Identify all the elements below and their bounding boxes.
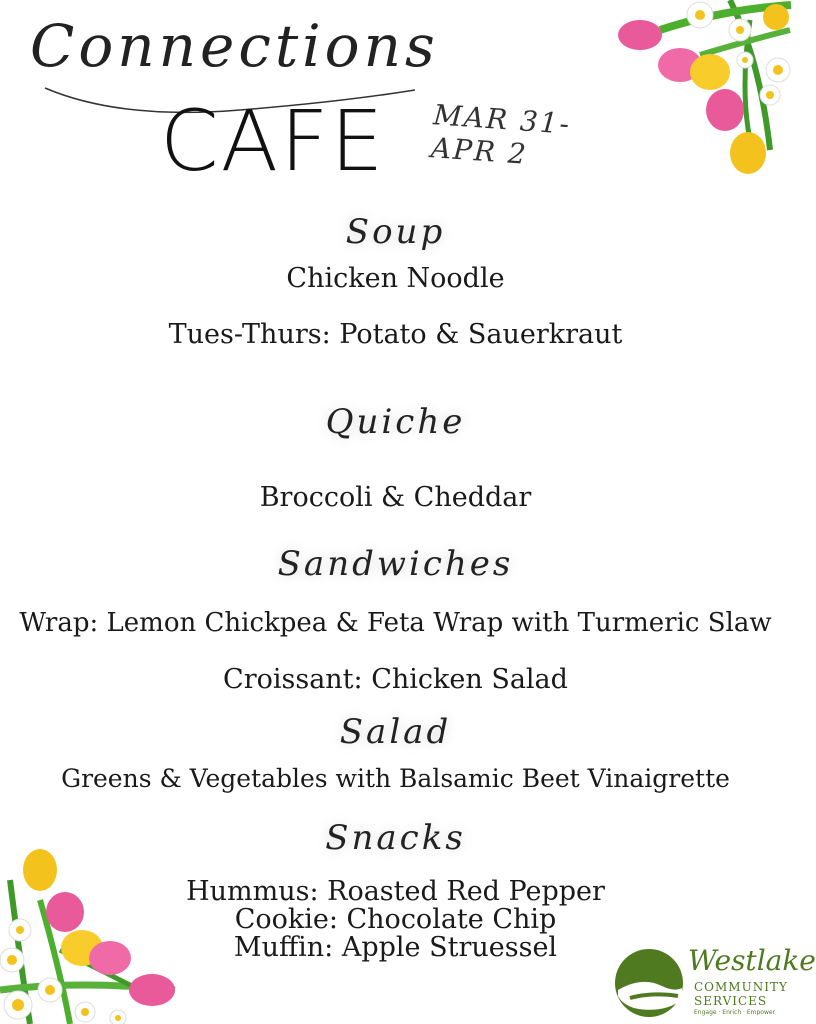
header-script-title: Connections [30,12,439,80]
logo-line-community: COMMUNITY [694,980,788,994]
soup-heading: Soup [345,212,446,252]
logo-mark-icon [612,948,686,1018]
quiche-item: Broccoli & Cheddar [259,482,532,513]
quiche-heading: Quiche [325,402,466,442]
snacks-heading: Snacks [325,818,466,858]
salad-heading: Salad [339,712,452,752]
pink-tulip-icon [618,20,662,50]
snacks-item: Hummus: Roasted Red Pepper [186,876,605,907]
sandwiches-item: Croissant: Chicken Salad [223,664,568,695]
date-range: MAR 31-APR 2 [429,98,573,171]
page-title: CAFE [160,92,386,190]
logo-line-services: SERVICES [694,994,768,1008]
yellow-tulip-icon [730,132,766,174]
salad-item: Greens & Vegetables with Balsamic Beet Vinaigrette [61,764,730,793]
westlake-logo [612,944,816,1020]
sandwiches-item: Wrap: Lemon Chickpea & Feta Wrap with Turmeric Slaw [19,608,772,638]
yellow-tulip-icon [690,54,730,90]
pink-tulip-icon [706,89,744,131]
snacks-item: Cookie: Chocolate Chip [234,904,557,935]
soup-item: Tues-Thurs: Potato & Sauerkraut [168,319,623,350]
header [0,0,600,200]
snacks-item: Muffin: Apple Struessel [233,932,558,963]
logo-tagline: Engage · Enrich · Empower [694,1009,776,1016]
sandwiches-heading: Sandwiches [277,544,514,584]
flower-decoration-top-right [600,0,791,180]
logo-name: Westlake [688,944,816,977]
soup-item: Chicken Noodle [286,263,505,294]
pink-tulip-icon [129,974,175,1006]
yellow-flower-icon [763,4,789,30]
